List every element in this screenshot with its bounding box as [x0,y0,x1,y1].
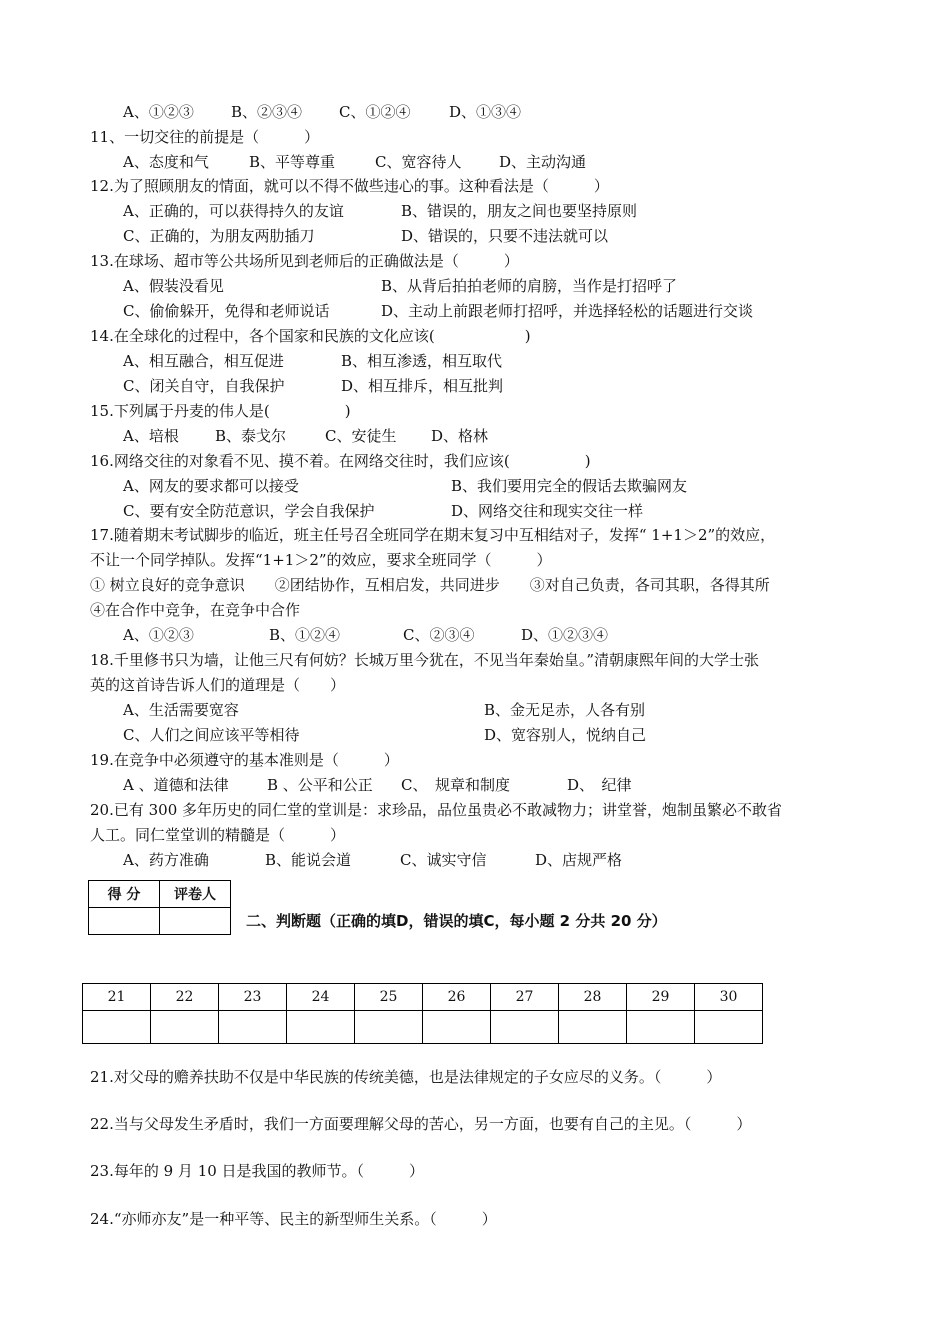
q19-option-c: C、 规章和制度 [401,776,510,794]
answer-number: 25 [355,984,423,1011]
q16-options-row1 [123,476,687,496]
q17-options [123,625,608,645]
q16-options-row2 [123,501,643,521]
q20-options [123,850,622,870]
answer-grid-header-row [83,984,763,1011]
q10-option-c: C、①②④ [339,103,411,121]
q16-stem: 16.网络交往的对象看不见、摸不着。在网络交往时，我们应该( ) [90,452,591,470]
answer-cell[interactable] [219,1011,287,1044]
q16-option-c: C、要有安全防范意识，学会自我保护 [123,502,375,520]
q13-option-a: A、假装没看见 [123,277,224,295]
q17-option-a: A、①②③ [123,626,194,644]
q15-option-b: B、泰戈尔 [215,427,287,445]
q19-stem: 19.在竞争中必须遵守的基本准则是（ ） [90,751,399,769]
q15-option-c: C、安徒生 [325,427,397,445]
answer-grid [82,983,763,1044]
answer-number: 23 [219,984,287,1011]
section-title: 二、判断题（正确的填D，错误的填C，每小题 2 分共 20 分） [246,912,667,930]
q17-items-line2: ④在合作中竞争，在竞争中合作 [90,601,301,619]
answer-cell[interactable] [627,1011,695,1044]
q16-option-b: B、我们要用完全的假话去欺骗网友 [451,477,688,495]
q20-option-a: A、药方准确 [123,851,209,869]
q13-option-c: C、偷偷躲开，免得和老师说话 [123,302,330,320]
q13-option-d: D、主动上前跟老师打招呼，并选择轻松的话题进行交谈 [381,302,754,320]
q11-stem: 11、一切交往的前提是（ ） [90,128,320,146]
q14-option-d: D、相互排斥，相互批判 [341,377,504,395]
q20-stem-line2: 人工。同仁堂堂训的精髓是（ ） [90,826,346,844]
q18-stem-line1: 18.千里修书只为墙，让他三尺有何妨？长城万里今犹在，不见当年秦始皇。”清朝康熙年间的大学士张 [90,651,760,669]
q15-options [123,426,488,446]
q12-stem: 12.为了照顾朋友的情面，就可以不得不做些违心的事。这种看法是（ ） [90,177,609,195]
q12-option-d: D、错误的，只要不违法就可以 [401,227,609,245]
q20-stem-line1: 20.已有 300 多年历史的同仁堂的堂训是：求珍品，品位虽贵必不敢减物力；讲堂誉，炮制虽繁必不敢省 [90,801,783,819]
answer-number: 27 [491,984,559,1011]
q15-option-a: A、培根 [123,427,179,445]
q12-option-b: B、错误的，朋友之间也要坚持原则 [401,202,638,220]
q17-option-b: B、①②④ [269,626,341,644]
score-header: 得 分 [89,881,160,908]
q14-option-c: C、闭关自守，自我保护 [123,377,285,395]
answer-number: 24 [287,984,355,1011]
q18-option-d: D、宽容别人，悦纳自己 [484,726,647,744]
q18-option-b: B、金无足赤，人各有别 [484,701,646,719]
q17-items-line1: ① 树立良好的竞争意识 ②团结协作，互相启发，共同进步 ③对自己负责，各司其职，各得其所 [90,576,770,594]
q18-option-a: A、生活需要宽容 [123,701,239,719]
answer-number: 28 [559,984,627,1011]
q20-option-b: B、能说会道 [265,851,352,869]
q16-option-a: A、网友的要求都可以接受 [123,477,299,495]
q20-option-d: D、店规严格 [535,851,623,869]
answer-cell[interactable] [423,1011,491,1044]
q11-option-b: B、平等尊重 [249,153,336,171]
q22-statement: 22.当与父母发生矛盾时，我们一方面要理解父母的苦心，另一方面，也要有自己的主见。（ ） [90,1115,752,1133]
q18-options-row1 [123,700,645,720]
answer-cell[interactable] [695,1011,763,1044]
q21-statement: 21.对父母的赡养扶助不仅是中华民族的传统美德，也是法律规定的子女应尽的义务。（ ） [90,1068,722,1086]
q20-option-c: C、诚实守信 [400,851,487,869]
q18-option-c: C、人们之间应该平等相待 [123,726,300,744]
q10-option-d: D、①③④ [449,103,522,121]
q17-option-d: D、①②③④ [521,626,609,644]
q14-options-row2 [123,376,503,396]
q12-option-a: A、正确的，可以获得持久的友谊 [123,202,344,220]
q11-option-d: D、主动沟通 [499,153,587,171]
q14-option-b: B、相互渗透，相互取代 [341,352,503,370]
q10-option-a: A、①②③ [123,103,194,121]
answer-number: 22 [151,984,219,1011]
q18-stem-line2: 英的这首诗告诉人们的道理是（ ） [90,676,346,694]
answer-cell[interactable] [83,1011,151,1044]
q24-statement: 24.“亦师亦友”是一种平等、民主的新型师生关系。（ ） [90,1210,497,1228]
q18-options-row2 [123,725,646,745]
answer-cell[interactable] [287,1011,355,1044]
q17-stem-line2: 不让一个同学掉队。发挥“1+1＞2”的效应，要求全班同学（ ） [90,551,552,569]
q12-option-c: C、正确的，为朋友两肋插刀 [123,227,315,245]
q19-option-b: B 、公平和公正 [267,776,373,794]
answer-number: 30 [695,984,763,1011]
q14-stem: 14.在全球化的过程中，各个国家和民族的文化应该( ) [90,327,531,345]
answer-cell[interactable] [491,1011,559,1044]
q13-options-row1 [123,276,677,296]
q13-option-b: B、从背后拍拍老师的肩膀，当作是打招呼了 [381,277,678,295]
q13-stem: 13.在球场、超市等公共场所见到老师后的正确做法是（ ） [90,252,519,270]
q11-option-c: C、宽容待人 [375,153,462,171]
q17-stem-line1: 17.随着期末考试脚步的临近，班主任号召全班同学在期末复习中互相结对子，发挥“ 1+1＞2”的效应， [90,526,776,544]
q12-options-row1 [123,201,637,221]
answer-number: 21 [83,984,151,1011]
answer-cell[interactable] [151,1011,219,1044]
q23-statement: 23.每年的 9 月 10 日是我国的教师节。（ ） [90,1162,425,1180]
q19-options [123,775,632,795]
q13-options-row2 [123,301,753,321]
q17-option-c: C、②③④ [403,626,475,644]
score-cell[interactable] [89,908,160,935]
q11-options [123,152,586,172]
answer-cell[interactable] [355,1011,423,1044]
q19-option-a: A 、道德和法律 [123,776,229,794]
q10-option-b: B、②③④ [231,103,303,121]
q11-option-a: A、态度和气 [123,153,209,171]
q15-option-d: D、格林 [431,427,489,445]
answer-grid-answer-row [83,1011,763,1044]
answer-number: 26 [423,984,491,1011]
answer-cell[interactable] [559,1011,627,1044]
q19-option-d: D、 纪律 [567,776,632,794]
q14-options-row1 [123,351,502,371]
q15-stem: 15.下列属于丹麦的伟人是( ) [90,402,351,420]
answer-number: 29 [627,984,695,1011]
q16-option-d: D、网络交往和现实交往一样 [451,502,644,520]
q12-options-row2 [123,226,608,246]
score-table [88,880,231,935]
grader-header: 评卷人 [160,881,231,908]
q14-option-a: A、相互融合，相互促进 [123,352,284,370]
grader-cell[interactable] [160,908,231,935]
q10-options [123,102,521,122]
